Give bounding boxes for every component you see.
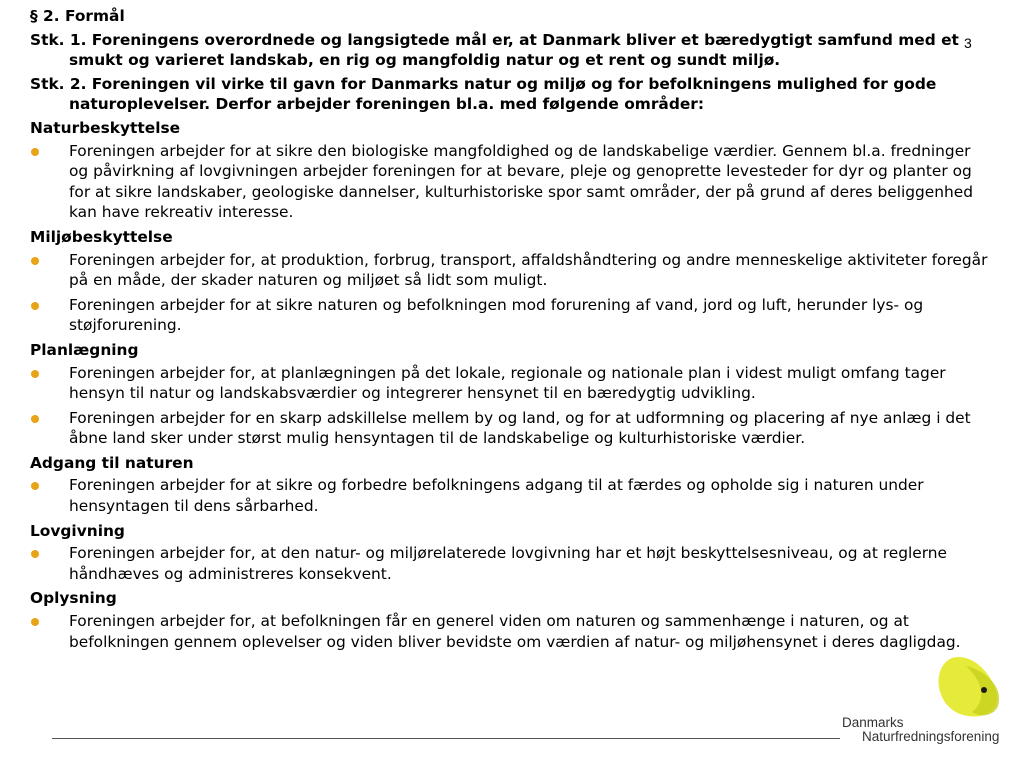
list-item	[30, 475, 988, 516]
stk-2-paragraph: Stk. 2. Foreningen vil virke til gavn for Danmarks natur og miljø og for befolkningens mulighed for gode naturoplevelser. Derfor arbejder foreningen bl.a. med følgende områder:	[30, 74, 937, 114]
list-item	[30, 363, 988, 404]
logo-text-line-1: Danmarks	[842, 715, 904, 730]
logo-text-line-2: Naturfredningsforening	[862, 729, 1000, 744]
section-heading: Adgang til naturen	[30, 453, 194, 472]
list-item-text: Foreningen arbejder for, at befolkningen får en generel viden om naturen og sammenhænge i naturen, og at befolkningen gennem oplevelser og viden bliver bevidste om værdien af natur- og miljøhensynet i deres dagligdag.	[69, 612, 961, 651]
section-miljobeskyttelse	[30, 227, 988, 336]
list-item	[30, 141, 988, 223]
bullet-icon	[31, 415, 39, 423]
list-item-text: Foreningen arbejder for, at planlægningen på det lokale, regionale og nationale plan i videst muligt omfang tager hensyn til natur og landskabsværdier og integrerer hensynet til en bæredygtig udvikling.	[69, 363, 946, 403]
bullet-icon	[31, 257, 39, 265]
section-planlaegning	[30, 340, 988, 449]
leaf-logo-icon	[834, 652, 1014, 722]
list-item-text: Foreningen arbejder for at sikre naturen og befolkningen mod forurening af vand, jord og luft, herunder lys- og støjforurening.	[69, 295, 924, 335]
dn-logo	[834, 652, 1014, 752]
section-heading: Lovgivning	[30, 521, 125, 540]
section-lovgivning	[30, 521, 988, 585]
footer-divider	[52, 738, 840, 739]
list-item-text: Foreningen arbejder for en skarp adskillelse mellem by og land, og for at udformning og placering af nye anlæg i det åbne land sker under størst mulig hensyntagen til de landskabelige og kulturhistoriske værdier.	[69, 408, 971, 448]
section-oplysning	[30, 588, 988, 652]
list-item-text: Foreningen arbejder for, at den natur- og miljørelaterede lovgivning har et højt beskyttelsesniveau, og at reglerne håndhæves og administreres konsekvent.	[69, 544, 947, 583]
bullet-icon	[31, 302, 39, 310]
list-item-text: Foreningen arbejder for at sikre og forbedre befolkningens adgang til at færdes og opholde sig i naturen under hensyntagen til dens sårbarhed.	[69, 476, 924, 516]
bullet-icon	[31, 618, 39, 626]
list-item-text: Foreningen arbejder for, at produktion, forbrug, transport, affaldshåndtering og andre menneskelige aktiviteter foregår på en måde, der skader naturen og miljøet så lidt som muligt.	[69, 250, 988, 290]
section-heading: Planlægning	[30, 340, 139, 359]
bullet-icon	[31, 482, 39, 490]
section-title: § 2. Formål	[30, 7, 125, 25]
section-adgang-til-naturen	[30, 453, 988, 517]
list-item	[30, 250, 988, 291]
document-body	[30, 6, 988, 656]
page-number: 3	[964, 35, 972, 51]
bullet-icon	[31, 148, 39, 156]
stk-1-paragraph: Stk. 1. Foreningens overordnede og langsigtede mål er, at Danmark bliver et bæredygtigt samfund med et smukt og varieret landskab, en rig og mangfoldig natur og et rent og sundt miljø.	[30, 30, 959, 70]
list-item-text: Foreningen arbejder for at sikre den biologiske mangfoldighed og de landskabelige værdier. Gennem bl.a. fredninger og påvirkning af lovgivningen arbejder foreningen for at bevare, pleje og genoprette levesteder for dyr og planter og for at sikre landskaber, geologiske dannelser, kulturhistoriske spor samt områder, der på grund af deres beliggenhed kan have rekreativ interesse.	[69, 141, 974, 222]
section-heading: Oplysning	[30, 589, 117, 608]
section-naturbeskyttelse	[30, 118, 988, 223]
section-heading: Miljøbeskyttelse	[30, 227, 173, 246]
list-item	[30, 408, 988, 449]
section-heading: Naturbeskyttelse	[30, 118, 181, 137]
list-item	[30, 543, 988, 584]
list-item	[30, 611, 988, 652]
list-item	[30, 295, 988, 336]
bullet-icon	[31, 370, 39, 378]
bullet-icon	[31, 550, 39, 558]
